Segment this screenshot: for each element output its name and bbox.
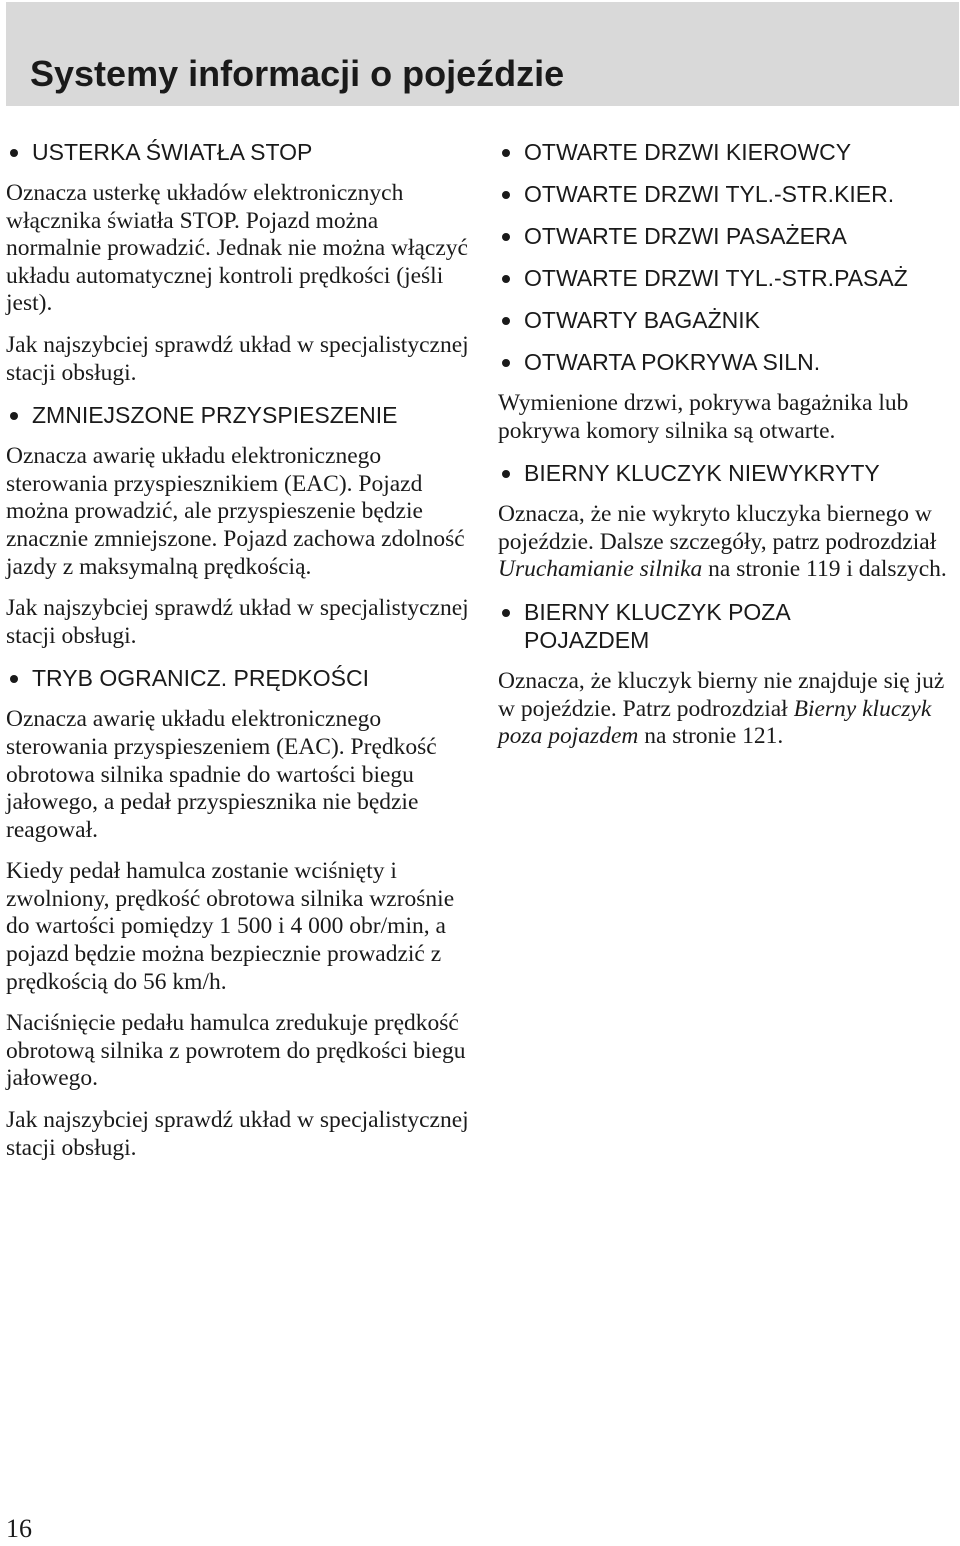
page-title: Systemy informacji o pojeździe [30,53,565,94]
text-run: na stronie 121. [638,723,784,750]
bullet-driver-door-open: OTWARTE DRZWI KIEROWCY [498,138,953,166]
bullet-heading-limited-speed-mode: TRYB OGRANICZ. PRĘDKOŚCI [6,664,476,692]
bullet-rear-right-door-open: OTWARTE DRZWI TYL.-STR.PASAŻ [498,264,953,292]
paragraph: Kiedy pedał hamulca zostanie wciśnięty i zwolniony, prędkość obrotowa silnika wzrośnie do wartości pomiędzy 1 500 i 4 000 obr/min, a pojazd będzie można bezpiecznie prowadzić z prędkością do 56 km/h. [6,858,455,995]
bullet-heading-brake-light-fault: USTERKA ŚWIATŁA STOP [6,138,476,166]
paragraph: Jak najszybciej sprawdź układ w specjalistycznej stacji obsługi. [6,1107,469,1161]
cross-reference: Bierny kluczyk poza pojazdem [498,695,932,750]
right-column [498,138,953,765]
paragraph: Oznacza awarię układu elektronicznego sterowania przyspiesznikiem (EAC). Pojazd można prowadzić, ale przyspieszenie będzie znacznie zmniejszone. Pojazd zachowa zdolność jazdy z maksymalną prędkością. [6,443,465,580]
page-number: 16 [6,1514,32,1543]
bullet-rear-left-door-open: OTWARTE DRZWI TYL.-STR.KIER. [498,180,953,208]
paragraph: Oznacza awarię układu elektronicznego sterowania przyspieszeniem (EAC). Prędkość obrotowa silnika spadnie do wartości biegu jałowego, a pedał przyspiesznika nie będzie reagował. [6,706,437,843]
bullet-passive-key-outside-vehicle: BIERNY KLUCZYK POZA POJAZDEM [498,598,844,654]
bullet-passive-key-not-detected: BIERNY KLUCZYK NIEWYKRYTY [498,459,953,487]
paragraph: Wymienione drzwi, pokrywa bagażnika lub pokrywa komory silnika są otwarte. [498,390,909,444]
paragraph: Jak najszybciej sprawdź układ w specjalistycznej stacji obsługi. [6,331,469,386]
cross-reference: Uruchamianie silnika [498,556,703,583]
paragraph [498,501,953,584]
paragraph [498,668,953,751]
paragraph: Jak najszybciej sprawdź układ w specjalistycznej stacji obsługi. [6,595,469,649]
text-run: na stronie 119 i dalszych. [702,556,947,583]
paragraph: Naciśnięcie pedału hamulca zredukuje prędkość obrotową silnika z powrotem do prędkości biegu jałowego. [6,1010,466,1092]
bullet-hood-open: OTWARTA POKRYWA SILN. [498,348,953,376]
text-run: Oznacza, że kluczyk bierny nie znajduje się już w pojeździe. Patrz podrozdział [498,667,945,722]
paragraph: Oznacza usterkę układów elektronicznych włącznika światła STOP. Pojazd można normalnie prowadzić. Jednak nie można włączyć układu automatycznej kontroli prędkości (jeśli jest). [6,180,468,317]
left-column [6,138,476,1176]
text-run: Oznacza, że nie wykryto kluczyka biernego w pojeździe. Dalsze szczegóły, patrz podrozdział [498,501,937,555]
bullet-heading-reduced-acceleration: ZMNIEJSZONE PRZYSPIESZENIE [6,401,476,429]
bullet-passenger-door-open: OTWARTE DRZWI PASAŻERA [498,222,953,250]
bullet-trunk-open: OTWARTY BAGAŻNIK [498,306,953,334]
